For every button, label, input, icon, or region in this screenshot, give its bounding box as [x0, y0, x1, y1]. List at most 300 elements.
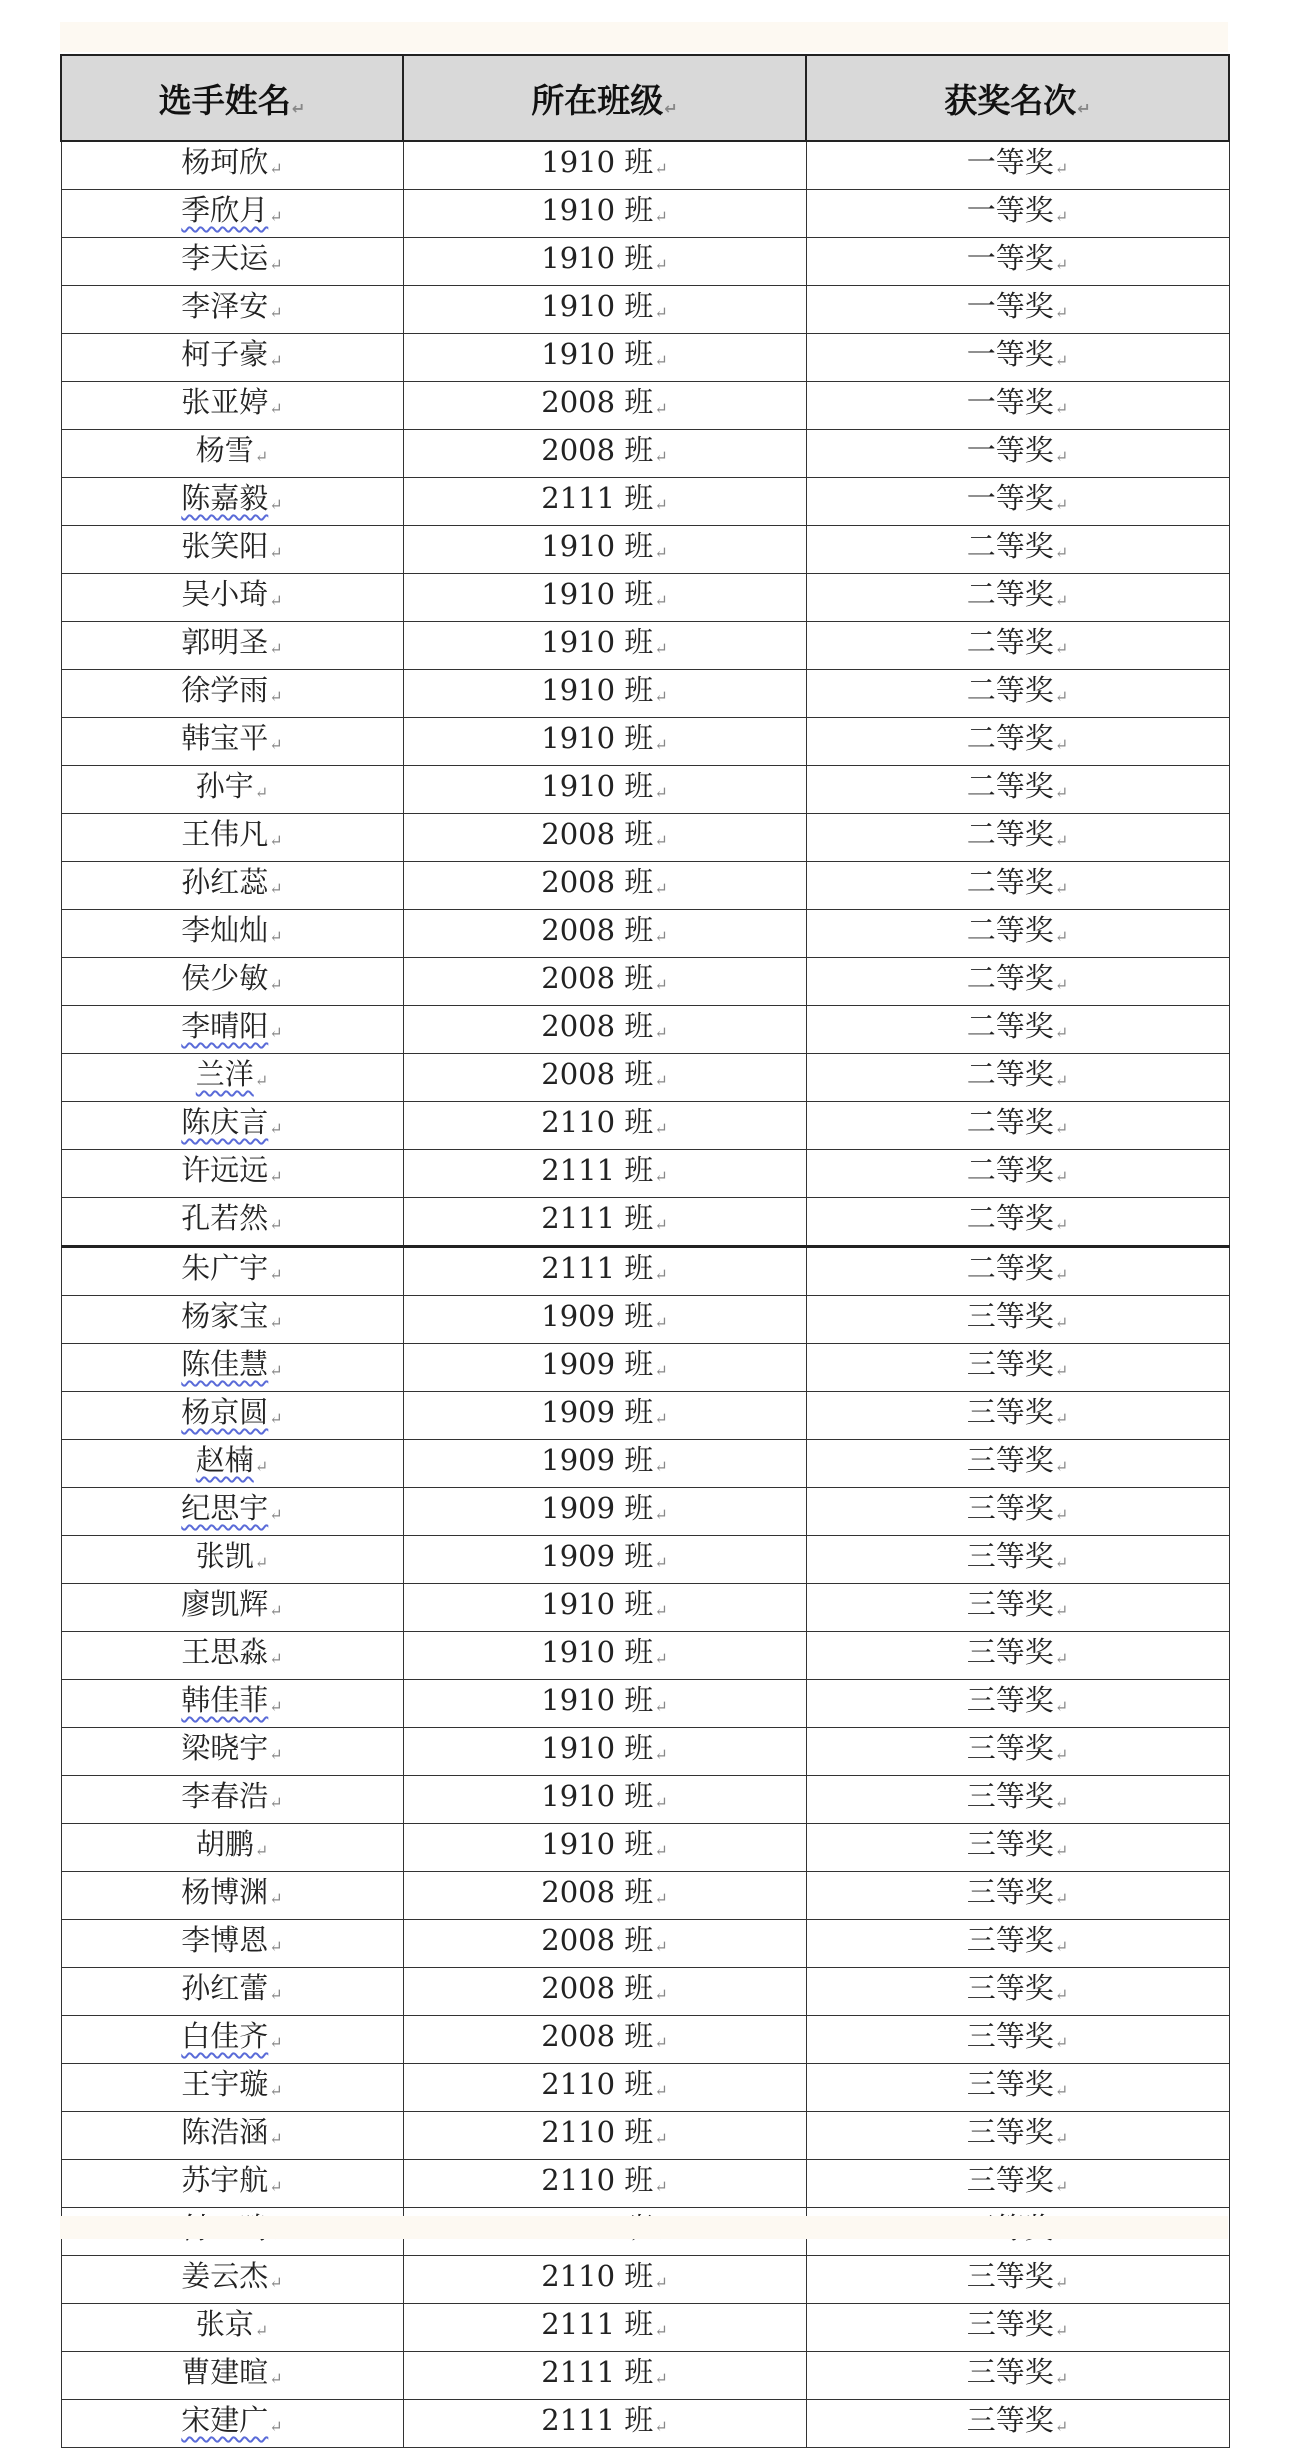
cell-class-text: 1910 班: [541, 145, 654, 179]
cell-player-name: [61, 2160, 403, 2208]
paragraph-mark-icon: ↵: [269, 2273, 283, 2292]
paragraph-mark-icon: ↵: [269, 2129, 283, 2148]
cell-class-text: 2111 班: [541, 1201, 654, 1235]
cell-player-name: [61, 1488, 403, 1536]
cell-player-name-text: 兰洋: [195, 1057, 254, 1091]
cell-player-name-text: 韩佳菲: [181, 1683, 269, 1717]
paragraph-mark-icon: ↵: [269, 2369, 283, 2388]
cell-class-text: 1910 班: [541, 529, 654, 563]
paragraph-mark-icon: ↵: [1054, 1937, 1069, 1956]
cell-award: [806, 1584, 1229, 1632]
cell-class: [403, 1296, 806, 1344]
table-row: [61, 526, 1229, 574]
cell-class-text: 1910 班: [541, 721, 654, 755]
table-row: [61, 1680, 1229, 1728]
cell-award: [806, 382, 1229, 430]
cell-class: [403, 1584, 806, 1632]
cell-award: [806, 1872, 1229, 1920]
table-row: [61, 286, 1229, 334]
cell-player-name: [61, 670, 403, 718]
paragraph-mark-icon: ↵: [654, 1841, 668, 1860]
cell-class: [403, 1680, 806, 1728]
cell-player-name: [61, 190, 403, 238]
cell-player-name: [61, 814, 403, 862]
cell-award: [806, 1968, 1229, 2016]
paragraph-mark-icon: ↵: [269, 1023, 283, 1042]
cell-award-text: 三等奖: [966, 2067, 1054, 2101]
cell-award: [806, 1728, 1229, 1776]
table-row: [61, 1054, 1229, 1102]
paragraph-mark-icon: ↵: [1054, 831, 1069, 850]
cell-player-name-text: 朱广宇: [181, 1251, 269, 1285]
cell-player-name: [61, 1872, 403, 1920]
cell-player-name-text: 赵楠: [195, 1443, 254, 1477]
paragraph-mark-icon: ↵: [1054, 1745, 1069, 1764]
cell-award: [806, 334, 1229, 382]
cell-class-text: 1910 班: [541, 1587, 654, 1621]
table-row: [61, 574, 1229, 622]
cell-award: [806, 141, 1229, 190]
cell-award-text: 三等奖: [966, 2163, 1054, 2197]
cell-award: [806, 1680, 1229, 1728]
cell-player-name: [61, 2064, 403, 2112]
table-row: [61, 1440, 1229, 1488]
paragraph-mark-icon: ↵: [254, 2321, 269, 2340]
page-bottom-margin: [60, 2216, 1228, 2239]
cell-award-text: 二等奖: [966, 1153, 1054, 1187]
paragraph-mark-icon: ↵: [1054, 1457, 1069, 1476]
cell-player-name: [61, 862, 403, 910]
cell-award: [806, 1920, 1229, 1968]
cell-award-text: 二等奖: [966, 577, 1054, 611]
paragraph-mark-icon: ↵: [654, 1937, 668, 1956]
cell-award: [806, 526, 1229, 574]
cell-class: [403, 1102, 806, 1150]
paragraph-mark-icon: ↵: [269, 1215, 283, 1234]
cell-award-text: 三等奖: [966, 1395, 1054, 1429]
cell-player-name-text: 张笑阳: [181, 529, 269, 563]
paragraph-mark-icon: ↵: [269, 687, 283, 706]
cell-award-text: 二等奖: [966, 865, 1054, 899]
cell-class-text: 1910 班: [541, 289, 654, 323]
cell-class: [403, 1488, 806, 1536]
cell-class-text: 1910 班: [541, 193, 654, 227]
paragraph-mark-icon: ↵: [269, 2417, 283, 2436]
cell-award: [806, 1150, 1229, 1198]
cell-player-name: [61, 526, 403, 574]
cell-class: [403, 334, 806, 382]
cell-player-name-text: 张凯: [195, 1539, 254, 1573]
cell-player-name-text: 白佳齐: [181, 2019, 269, 2053]
cell-class: [403, 718, 806, 766]
cell-player-name: [61, 910, 403, 958]
paragraph-mark-icon: ↵: [654, 1023, 668, 1042]
cell-player-name: [61, 382, 403, 430]
cell-class: [403, 1247, 806, 1296]
cell-player-name-text: 孔若然: [181, 1201, 269, 1235]
table-row: [61, 2352, 1229, 2400]
cell-class: [403, 766, 806, 814]
cell-player-name-text: 姜云杰: [181, 2259, 269, 2293]
table-row: [61, 2256, 1229, 2304]
cell-award: [806, 1824, 1229, 1872]
cell-player-name: [61, 1728, 403, 1776]
paragraph-mark-icon: ↵: [254, 783, 269, 802]
cell-player-name-text: 苏宇航: [181, 2163, 269, 2197]
cell-player-name: [61, 286, 403, 334]
table-row: [61, 1824, 1229, 1872]
cell-class: [403, 238, 806, 286]
table-row: [61, 1488, 1229, 1536]
paragraph-mark-icon: ↵: [654, 735, 668, 754]
cell-award-text: 一等奖: [966, 385, 1054, 419]
paragraph-mark-icon: ↵: [1054, 2081, 1069, 2100]
cell-player-name: [61, 1247, 403, 1296]
table-row: [61, 1776, 1229, 1824]
paragraph-mark-icon: ↵: [654, 351, 668, 370]
cell-award-text: 二等奖: [966, 1057, 1054, 1091]
cell-award-text: 三等奖: [966, 1491, 1054, 1525]
cell-player-name-text: 吴小琦: [181, 577, 269, 611]
cell-award-text: 一等奖: [966, 145, 1054, 179]
cell-class-text: 1910 班: [541, 1779, 654, 1813]
cell-class: [403, 1054, 806, 1102]
cell-award: [806, 1198, 1229, 1247]
cell-class-text: 2111 班: [541, 1251, 654, 1285]
cell-player-name: [61, 2400, 403, 2448]
paragraph-mark-icon: ↵: [1054, 1553, 1069, 1572]
cell-class: [403, 1728, 806, 1776]
paragraph-mark-icon: ↵: [1054, 1071, 1069, 1090]
table-row: [61, 1968, 1229, 2016]
paragraph-mark-icon: ↵: [654, 1457, 668, 1476]
cell-award-text: 二等奖: [966, 913, 1054, 947]
cell-class: [403, 2352, 806, 2400]
cell-player-name: [61, 2112, 403, 2160]
paragraph-mark-icon: ↵: [654, 2321, 668, 2340]
cell-class-text: 1910 班: [541, 1683, 654, 1717]
paragraph-mark-icon: ↵: [269, 1313, 283, 1332]
cell-award-text: 三等奖: [966, 2259, 1054, 2293]
cell-player-name: [61, 2016, 403, 2064]
cell-award: [806, 2352, 1229, 2400]
awards-table: [60, 54, 1230, 2448]
cell-class-text: 2008 班: [541, 1009, 654, 1043]
cell-player-name-text: 陈嘉毅: [181, 481, 269, 515]
cell-class-text: 1910 班: [541, 577, 654, 611]
cell-class-text: 2008 班: [541, 817, 654, 851]
cell-class-text: 1909 班: [541, 1539, 654, 1573]
paragraph-mark-icon: ↵: [654, 159, 668, 178]
cell-player-name: [61, 1584, 403, 1632]
cell-player-name: [61, 1680, 403, 1728]
cell-player-name-text: 张亚婷: [181, 385, 269, 419]
cell-award: [806, 1536, 1229, 1584]
cell-class: [403, 1536, 806, 1584]
cell-class: [403, 526, 806, 574]
cell-player-name-text: 许远远: [181, 1153, 269, 1187]
cell-player-name: [61, 334, 403, 382]
cell-player-name-text: 杨珂欣: [181, 145, 269, 179]
paragraph-mark-icon: ↵: [291, 98, 306, 118]
cell-award: [806, 2112, 1229, 2160]
cell-class: [403, 1344, 806, 1392]
cell-player-name: [61, 766, 403, 814]
cell-player-name: [61, 1392, 403, 1440]
paragraph-mark-icon: ↵: [654, 687, 668, 706]
table-row: [61, 718, 1229, 766]
cell-class: [403, 2064, 806, 2112]
cell-award: [806, 1392, 1229, 1440]
paragraph-mark-icon: ↵: [654, 1071, 668, 1090]
cell-class-text: 2008 班: [541, 865, 654, 899]
paragraph-mark-icon: ↵: [1054, 1409, 1069, 1428]
paragraph-mark-icon: ↵: [269, 2081, 283, 2100]
paragraph-mark-icon: ↵: [1054, 1889, 1069, 1908]
cell-class: [403, 190, 806, 238]
paragraph-mark-icon: ↵: [254, 1553, 269, 1572]
cell-player-name: [61, 574, 403, 622]
table-row: [61, 958, 1229, 1006]
cell-class-text: 2110 班: [541, 2259, 654, 2293]
cell-award-text: 二等奖: [966, 529, 1054, 563]
cell-player-name: [61, 1150, 403, 1198]
paragraph-mark-icon: ↵: [654, 207, 668, 226]
paragraph-mark-icon: ↵: [1054, 639, 1069, 658]
paragraph-mark-icon: ↵: [269, 1889, 283, 1908]
paragraph-mark-icon: ↵: [269, 1937, 283, 1956]
paragraph-mark-icon: ↵: [254, 1457, 269, 1476]
cell-award-text: 二等奖: [966, 1251, 1054, 1285]
paragraph-mark-icon: ↵: [654, 1553, 668, 1572]
cell-player-name: [61, 238, 403, 286]
table-row: [61, 670, 1229, 718]
cell-player-name-text: 孙红蕊: [181, 865, 269, 899]
cell-award-text: 二等奖: [966, 1009, 1054, 1043]
paragraph-mark-icon: ↵: [1054, 1841, 1069, 1860]
cell-award-text: 一等奖: [966, 289, 1054, 323]
paragraph-mark-icon: ↵: [269, 591, 283, 610]
cell-award-text: 三等奖: [966, 2307, 1054, 2341]
cell-class: [403, 1776, 806, 1824]
cell-player-name: [61, 478, 403, 526]
cell-class-text: 2110 班: [541, 2115, 654, 2149]
cell-player-name: [61, 1536, 403, 1584]
paragraph-mark-icon: ↵: [654, 1313, 668, 1332]
paragraph-mark-icon: ↵: [1054, 879, 1069, 898]
paragraph-mark-icon: ↵: [654, 255, 668, 274]
paragraph-mark-icon: ↵: [1054, 735, 1069, 754]
cell-class: [403, 862, 806, 910]
paragraph-mark-icon: ↵: [269, 639, 283, 658]
paragraph-mark-icon: ↵: [269, 735, 283, 754]
paragraph-mark-icon: ↵: [269, 1361, 283, 1380]
cell-player-name-text: 郭明圣: [181, 625, 269, 659]
cell-player-name-text: 杨雪: [195, 433, 254, 467]
cell-class-text: 2008 班: [541, 1971, 654, 2005]
paragraph-mark-icon: ↵: [269, 831, 283, 850]
cell-award-text: 三等奖: [966, 1443, 1054, 1477]
cell-award-text: 三等奖: [966, 1587, 1054, 1621]
cell-player-name: [61, 1296, 403, 1344]
paragraph-mark-icon: ↵: [269, 495, 283, 514]
cell-player-name-text: 张京: [195, 2307, 254, 2341]
paragraph-mark-icon: ↵: [1054, 1697, 1069, 1716]
cell-award: [806, 1440, 1229, 1488]
paragraph-mark-icon: ↵: [654, 1985, 668, 2004]
cell-award: [806, 910, 1229, 958]
cell-class-text: 1909 班: [541, 1491, 654, 1525]
cell-class-text: 2111 班: [541, 2403, 654, 2437]
paragraph-mark-icon: ↵: [1054, 1793, 1069, 1812]
paragraph-mark-icon: ↵: [1077, 98, 1091, 118]
cell-player-name-text: 杨博渊: [181, 1875, 269, 1909]
cell-class: [403, 1872, 806, 1920]
cell-class: [403, 382, 806, 430]
table-row: [61, 2400, 1229, 2448]
cell-award: [806, 2304, 1229, 2352]
paragraph-mark-icon: ↵: [269, 255, 283, 274]
paragraph-mark-icon: ↵: [269, 975, 283, 994]
cell-award-text: 二等奖: [966, 817, 1054, 851]
cell-award-text: 三等奖: [966, 2355, 1054, 2389]
paragraph-mark-icon: ↵: [1054, 687, 1069, 706]
paragraph-mark-icon: ↵: [654, 2369, 668, 2388]
paragraph-mark-icon: ↵: [269, 2033, 283, 2052]
cell-player-name-text: 孙红蕾: [181, 1971, 269, 2005]
cell-class-text: 1910 班: [541, 769, 654, 803]
cell-player-name-text: 柯子豪: [181, 337, 269, 371]
cell-award: [806, 766, 1229, 814]
cell-award: [806, 430, 1229, 478]
cell-player-name: [61, 141, 403, 190]
cell-player-name: [61, 1968, 403, 2016]
cell-class: [403, 2256, 806, 2304]
cell-class: [403, 430, 806, 478]
cell-class-text: 1910 班: [541, 625, 654, 659]
table-row: [61, 1872, 1229, 1920]
cell-player-name: [61, 430, 403, 478]
cell-player-name: [61, 1198, 403, 1247]
cell-award-text: 三等奖: [966, 1779, 1054, 1813]
table-row: [61, 2064, 1229, 2112]
paragraph-mark-icon: ↵: [654, 1745, 668, 1764]
paragraph-mark-icon: ↵: [1054, 2177, 1069, 2196]
cell-class-text: 1909 班: [541, 1347, 654, 1381]
paragraph-mark-icon: ↵: [1054, 1167, 1069, 1186]
cell-class-text: 1910 班: [541, 1827, 654, 1861]
paragraph-mark-icon: ↵: [654, 639, 668, 658]
paragraph-mark-icon: ↵: [269, 1505, 283, 1524]
paragraph-mark-icon: ↵: [269, 1265, 283, 1284]
paragraph-mark-icon: ↵: [269, 2177, 283, 2196]
cell-player-name: [61, 1440, 403, 1488]
table-row: [61, 1584, 1229, 1632]
cell-class-text: 1910 班: [541, 1635, 654, 1669]
cell-class: [403, 958, 806, 1006]
cell-award-text: 三等奖: [966, 1923, 1054, 1957]
table-row: [61, 910, 1229, 958]
cell-class: [403, 670, 806, 718]
paragraph-mark-icon: ↵: [654, 975, 668, 994]
cell-player-name-text: 王宇璇: [181, 2067, 269, 2101]
paragraph-mark-icon: ↵: [654, 2177, 668, 2196]
cell-class-text: 2110 班: [541, 2067, 654, 2101]
cell-player-name-text: 胡鹏: [195, 1827, 254, 1861]
paragraph-mark-icon: ↵: [654, 1215, 668, 1234]
cell-award: [806, 670, 1229, 718]
paragraph-mark-icon: ↵: [269, 399, 283, 418]
cell-class: [403, 1632, 806, 1680]
cell-award: [806, 1344, 1229, 1392]
paragraph-mark-icon: ↵: [654, 2417, 668, 2436]
cell-class: [403, 1968, 806, 2016]
cell-player-name-text: 宋建广: [181, 2403, 269, 2437]
cell-award-text: 一等奖: [966, 481, 1054, 515]
table-row: [61, 430, 1229, 478]
cell-class-text: 2008 班: [541, 1875, 654, 1909]
paragraph-mark-icon: ↵: [654, 1601, 668, 1620]
cell-player-name-text: 孙宇: [195, 769, 254, 803]
cell-player-name-text: 徐学雨: [181, 673, 269, 707]
paragraph-mark-icon: ↵: [1054, 543, 1069, 562]
paragraph-mark-icon: ↵: [654, 399, 668, 418]
paragraph-mark-icon: ↵: [269, 1167, 283, 1186]
paragraph-mark-icon: ↵: [269, 927, 283, 946]
cell-class-text: 2008 班: [541, 2019, 654, 2053]
cell-class: [403, 2304, 806, 2352]
cell-class-text: 2111 班: [541, 2307, 654, 2341]
paragraph-mark-icon: ↵: [654, 2081, 668, 2100]
paragraph-mark-icon: ↵: [1054, 255, 1069, 274]
cell-class: [403, 1150, 806, 1198]
cell-award: [806, 2064, 1229, 2112]
paragraph-mark-icon: ↵: [654, 1409, 668, 1428]
paragraph-mark-icon: ↵: [1054, 351, 1069, 370]
paragraph-mark-icon: ↵: [1054, 2321, 1069, 2340]
paragraph-mark-icon: ↵: [269, 1985, 283, 2004]
paragraph-mark-icon: ↵: [654, 1889, 668, 1908]
table-row: [61, 2304, 1229, 2352]
table-row: [61, 766, 1229, 814]
cell-award: [806, 574, 1229, 622]
paragraph-mark-icon: ↵: [1054, 159, 1069, 178]
paragraph-mark-icon: ↵: [1054, 2417, 1069, 2436]
paragraph-mark-icon: ↵: [269, 207, 283, 226]
cell-award: [806, 718, 1229, 766]
cell-award: [806, 1632, 1229, 1680]
cell-class-text: 1909 班: [541, 1443, 654, 1477]
cell-player-name: [61, 1632, 403, 1680]
cell-class-text: 2110 班: [541, 2163, 654, 2197]
paragraph-mark-icon: ↵: [1054, 1505, 1069, 1524]
paragraph-mark-icon: ↵: [1054, 1985, 1069, 2004]
paragraph-mark-icon: ↵: [654, 543, 668, 562]
table-row: [61, 238, 1229, 286]
cell-class-text: 2008 班: [541, 913, 654, 947]
cell-class-text: 1909 班: [541, 1299, 654, 1333]
paragraph-mark-icon: ↵: [654, 591, 668, 610]
cell-player-name-text: 李天运: [181, 241, 269, 275]
cell-award: [806, 958, 1229, 1006]
cell-player-name-text: 韩宝平: [181, 721, 269, 755]
paragraph-mark-icon: ↵: [269, 159, 283, 178]
table-row: [61, 141, 1229, 190]
paragraph-mark-icon: ↵: [1054, 1023, 1069, 1042]
cell-class: [403, 1440, 806, 1488]
cell-player-name-text: 杨京圆: [181, 1395, 269, 1429]
cell-player-name: [61, 1344, 403, 1392]
